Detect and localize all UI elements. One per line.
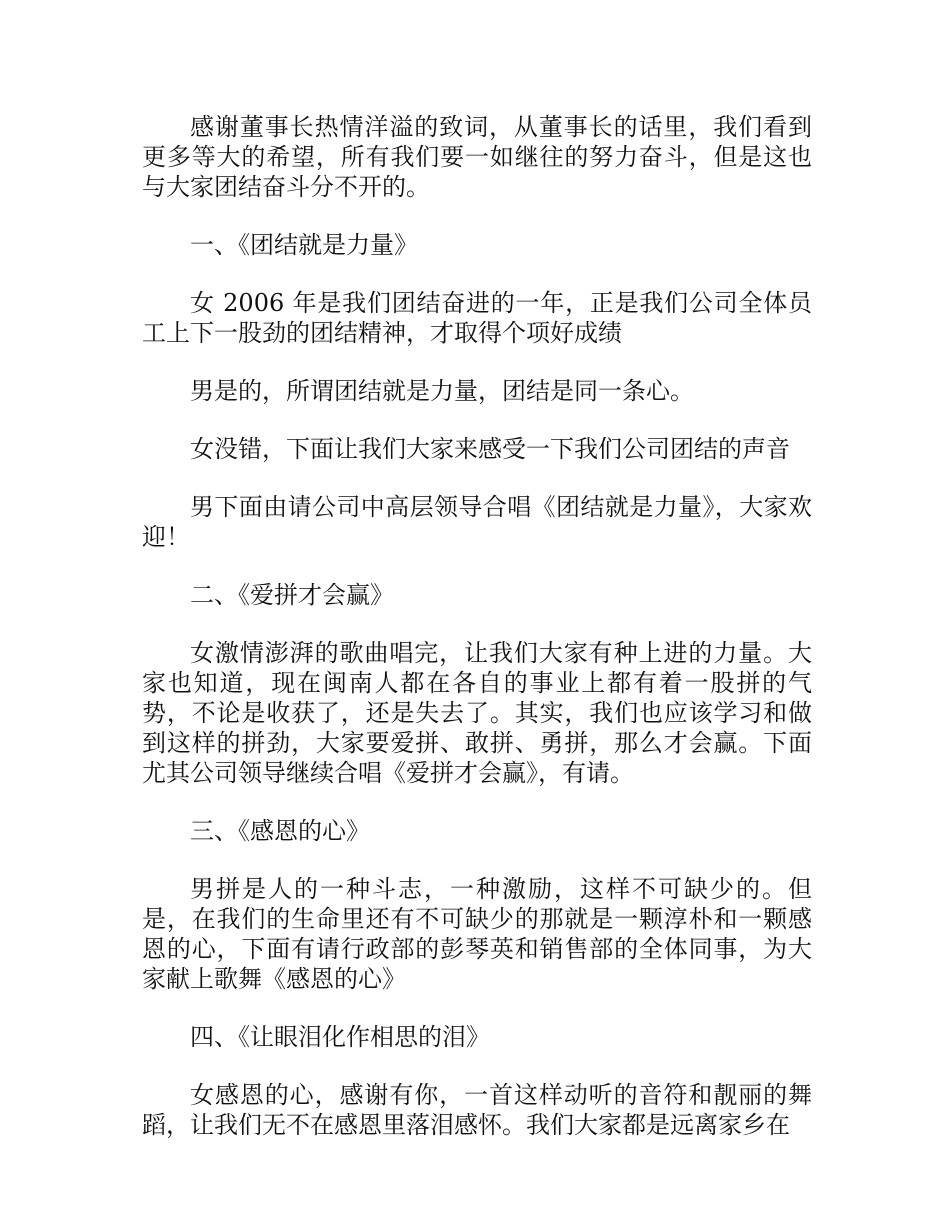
paragraph-intro: 感谢董事长热情洋溢的致词，从董事长的话里，我们看到更多等大的希望，所有我们要一如继往的努力奋斗，但是这也与大家团结奋斗分不开的。 <box>142 113 812 201</box>
paragraph-female-2: 女没错，下面让我们大家来感受一下我们公司团结的声音 <box>190 435 790 463</box>
section-heading-2: 二、《爱拼才会赢》 <box>190 581 394 609</box>
paragraph-male-1: 男是的，所谓团结就是力量，团结是同一条心。 <box>190 377 694 405</box>
paragraph-male-3: 男拼是人的一种斗志，一种激励，这样不可缺少的。但是，在我们的生命里还有不可缺少的那就是一颗淳朴和一颗感恩的心，下面有请行政部的彭琴英和销售部的全体同事，为大家献上歌舞《感恩的心》 <box>142 875 812 993</box>
paragraph-female-1: 女 2006 年是我们团结奋进的一年，正是我们公司全体员工上下一股劲的团结精神，才取得个项好成绩 <box>142 289 812 347</box>
paragraph-female-3: 女激情澎湃的歌曲唱完，让我们大家有种上进的力量。大家也知道，现在闽南人都在各自的事业上都有着一股拼的气势，不论是收获了，还是失去了。其实，我们也应该学习和做到这样的拼劲，大家要爱拼、敢拼、勇拼，那么才会赢。下面尤其公司领导继续合唱《爱拼才会赢》，有请。 <box>142 639 812 787</box>
paragraph-male-2: 男下面由请公司中高层领导合唱《团结就是力量》，大家欢迎！ <box>142 493 812 551</box>
section-heading-4: 四、《让眼泪化作相思的泪》 <box>190 1023 490 1051</box>
section-heading-1: 一、《团结就是力量》 <box>190 231 418 259</box>
section-heading-3: 三、《感恩的心》 <box>190 817 370 845</box>
document-page <box>142 112 812 1140</box>
paragraph-female-4: 女感恩的心，感谢有你，一首这样动听的音符和靓丽的舞蹈，让我们无不在感恩里落泪感怀。我们大家都是远离家乡在 <box>142 1081 812 1139</box>
